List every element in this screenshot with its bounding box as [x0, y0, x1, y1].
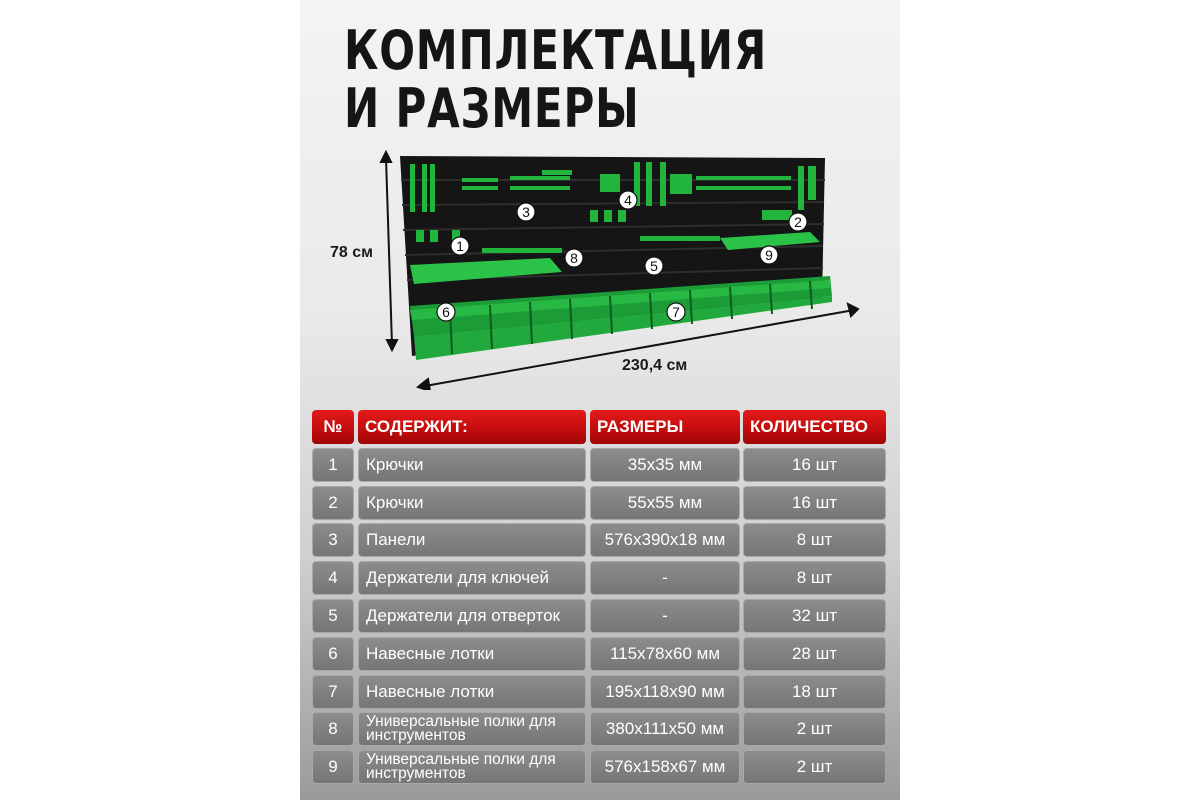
row-num: 7	[312, 675, 354, 709]
row-num: 4	[312, 561, 354, 595]
header-num: №	[312, 410, 354, 444]
table-row	[312, 712, 886, 746]
row-name: Крючки	[358, 486, 586, 520]
row-size: 576x390x18 мм	[590, 523, 740, 557]
row-qty: 32 шт	[743, 599, 886, 633]
row-num: 1	[312, 448, 354, 482]
row-qty: 16 шт	[743, 448, 886, 482]
row-name: Универсальные полки для инструментов	[358, 712, 586, 746]
table-row	[312, 448, 886, 482]
row-size: 115x78x60 мм	[590, 637, 740, 671]
row-num: 5	[312, 599, 354, 633]
row-qty: 2 шт	[743, 712, 886, 746]
row-size: -	[590, 599, 740, 633]
table-row	[312, 675, 886, 709]
callout-6-label: 6	[442, 304, 450, 320]
tool-board-illustration	[370, 150, 890, 390]
header-size: РАЗМЕРЫ	[590, 410, 740, 444]
width-dimension: 230,4 см	[622, 357, 688, 374]
header-name: СОДЕРЖИТ:	[358, 410, 586, 444]
row-name: Универсальные полки для инструментов	[358, 750, 586, 784]
table-row	[312, 637, 886, 671]
row-size: -	[590, 561, 740, 595]
title-line-2: И РАЗМЕРЫ	[344, 77, 640, 140]
callout-4-label: 4	[624, 192, 632, 208]
row-qty: 8 шт	[743, 523, 886, 557]
title-line-1: КОМПЛЕКТАЦИЯ	[344, 19, 768, 82]
row-name: Панели	[358, 523, 586, 557]
table-row	[312, 599, 886, 633]
row-qty: 18 шт	[743, 675, 886, 709]
row-name: Крючки	[358, 448, 586, 482]
row-name: Держатели для отверток	[358, 599, 586, 633]
row-num: 6	[312, 637, 354, 671]
row-size: 380x111x50 мм	[590, 712, 740, 746]
row-name: Держатели для ключей	[358, 561, 586, 595]
product-infographic	[300, 0, 900, 800]
page-title	[344, 19, 768, 140]
callout-9-label: 9	[765, 247, 773, 263]
callout-3-label: 3	[522, 204, 530, 220]
row-num: 9	[312, 750, 354, 784]
table-row	[312, 486, 886, 520]
table-row	[312, 561, 886, 595]
specs-table	[312, 410, 886, 788]
callout-8-label: 8	[570, 250, 578, 266]
row-qty: 28 шт	[743, 637, 886, 671]
callout-7-label: 7	[672, 304, 680, 320]
callout-2-label: 2	[794, 214, 802, 230]
row-num: 2	[312, 486, 354, 520]
row-qty: 16 шт	[743, 486, 886, 520]
row-num: 3	[312, 523, 354, 557]
row-qty: 2 шт	[743, 750, 886, 784]
table-row	[312, 523, 886, 557]
row-size: 576x158x67 мм	[590, 750, 740, 784]
row-num: 8	[312, 712, 354, 746]
row-name: Навесные лотки	[358, 637, 586, 671]
row-size: 195x118x90 мм	[590, 675, 740, 709]
table-row	[312, 750, 886, 784]
header-qty: КОЛИЧЕСТВО	[743, 410, 886, 444]
row-size: 35x35 мм	[590, 448, 740, 482]
callout-5-label: 5	[650, 258, 658, 274]
height-dimension: 78 см	[330, 244, 373, 261]
row-name: Навесные лотки	[358, 675, 586, 709]
row-qty: 8 шт	[743, 561, 886, 595]
tool-board-svg	[370, 150, 890, 390]
table-header-row	[312, 410, 886, 444]
callout-1-label: 1	[456, 238, 464, 254]
row-size: 55x55 мм	[590, 486, 740, 520]
